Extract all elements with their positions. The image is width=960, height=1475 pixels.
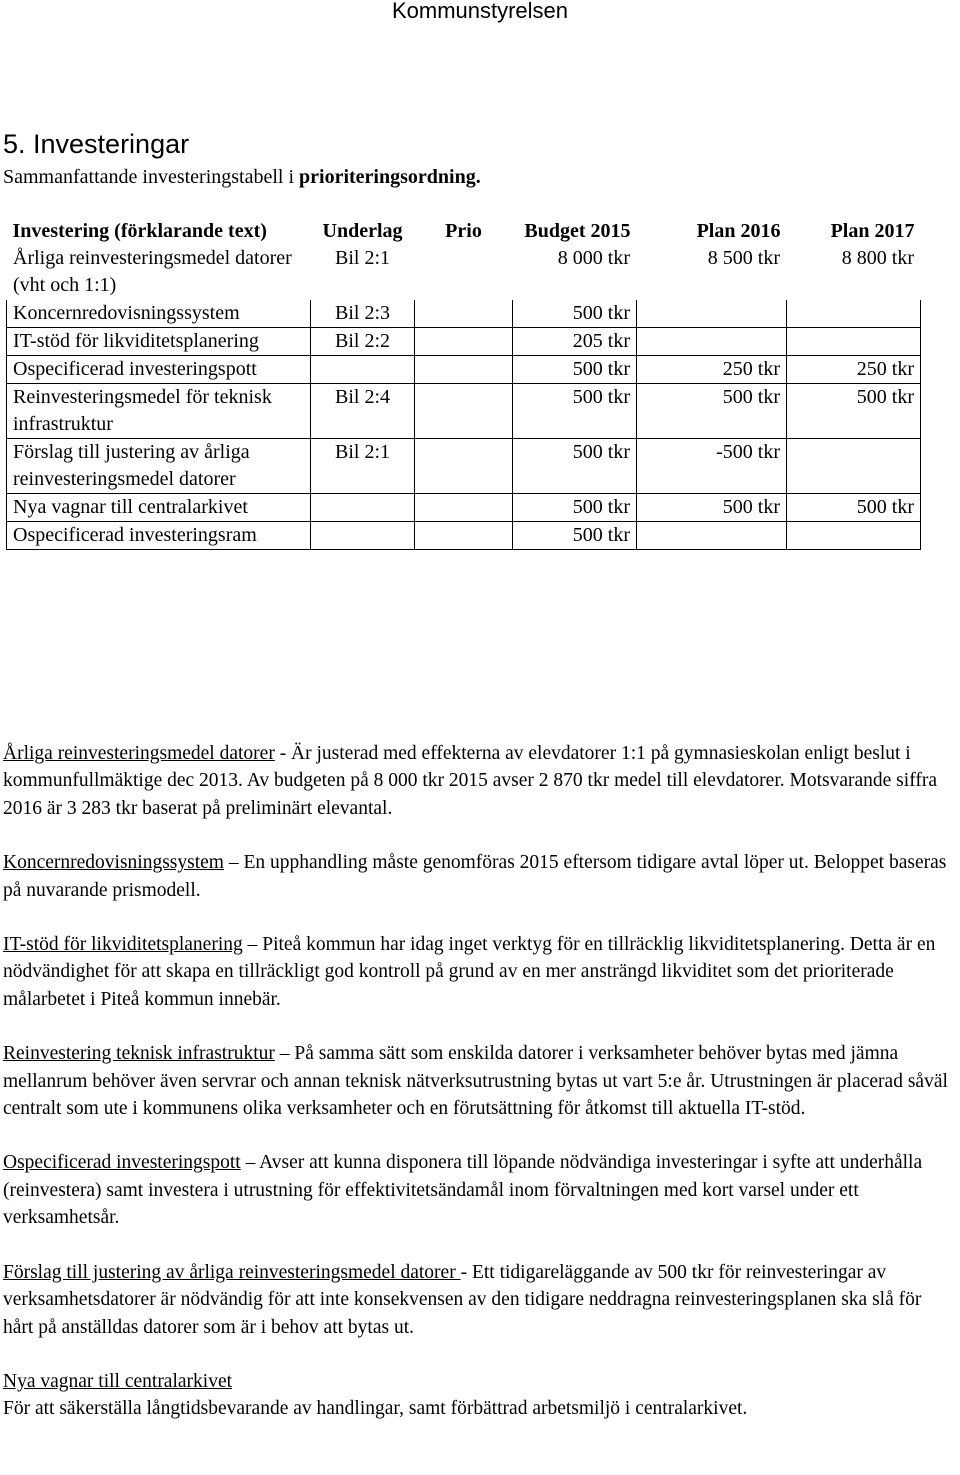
table-row	[7, 384, 921, 439]
table-row	[7, 245, 921, 300]
note-paragraph	[3, 931, 953, 1013]
note-text: – På samma sätt som enskilda datorer i verksamheter behöver bytas med jämna mellanrum behöver även servrar och annan teknisk nätverksutrustning bytas ut vart 5:e år. Utrustningen är placerad såväl centralt som ute i kommunens olika verksamheter och en förutsättning för åtkomst till aktuella IT-stöd.	[3, 1043, 948, 1120]
cell-plan-2017	[787, 328, 921, 356]
cell-plan-2016	[637, 522, 787, 550]
cell-plan-2016: 500 tkr	[637, 384, 787, 439]
header-budget-2015: Budget 2015	[524, 220, 631, 242]
note-paragraph	[3, 849, 953, 904]
caption-text: Sammanfattande investeringstabell i	[3, 166, 300, 188]
cell-plan-2016: 8 500 tkr	[707, 247, 780, 269]
note-heading: Reinvestering teknisk infrastruktur	[3, 1043, 275, 1065]
cell-budget-2015: 205 tkr	[513, 328, 637, 356]
investment-table	[6, 218, 921, 550]
cell-investering: Ospecificerad investeringsram	[7, 522, 311, 550]
note-paragraph	[3, 740, 953, 822]
cell-plan-2017: 8 800 tkr	[841, 247, 914, 269]
note-heading: IT-stöd för likviditetsplanering	[3, 934, 243, 956]
table-row	[7, 522, 921, 550]
table-header-row	[7, 218, 921, 245]
cell-plan-2017	[787, 439, 921, 494]
cell-plan-2017: 500 tkr	[787, 494, 921, 522]
cell-underlag: Bil 2:2	[311, 328, 415, 356]
note-text: För att säkerställa långtidsbevarande av handlingar, samt förbättrad arbetsmiljö i centralarkivet.	[3, 1398, 748, 1420]
table-row	[7, 494, 921, 522]
note-heading: Årliga reinvesteringsmedel datorer	[3, 743, 275, 764]
note-text: - Ett tidigareläggande av 500 tkr för reinvesteringar av verksamhetsdatorer är nödvändig för att inte konsekvensen av den tidigare neddragna reinvesteringsplanen ska slå för hårt på anställdas datorer som är i behov att bytas ut.	[3, 1261, 922, 1338]
cell-investering: Koncernredovisningssystem	[7, 300, 311, 328]
cell-prio	[415, 328, 513, 356]
note-paragraph	[3, 1368, 953, 1423]
cell-budget-2015: 500 tkr	[513, 522, 637, 550]
cell-plan-2016: 500 tkr	[637, 494, 787, 522]
cell-budget-2015: 8 000 tkr	[557, 247, 630, 269]
note-heading: Koncernredovisningssystem	[3, 852, 224, 874]
header-plan-2016: Plan 2016	[696, 220, 781, 242]
table-row	[7, 328, 921, 356]
cell-prio	[415, 522, 513, 550]
section-title: 5. Investeringar	[3, 129, 190, 159]
cell-plan-2017	[787, 300, 921, 328]
cell-plan-2017	[787, 522, 921, 550]
cell-plan-2017: 500 tkr	[787, 384, 921, 439]
note-heading: Ospecificerad investeringspott	[3, 1152, 241, 1174]
cell-prio	[415, 494, 513, 522]
cell-investering: Ospecificerad investeringspott	[7, 356, 311, 384]
cell-investering: Förslag till justering av årliga reinvesteringsmedel datorer	[7, 439, 311, 494]
cell-underlag: Bil 2:1	[334, 247, 390, 269]
note-text: – Piteå kommun har idag inget verktyg för en tillräcklig likviditetsplanering. Detta är en nödvändighet för att skapa en tillräckligt god kontroll på grund av en mer ansträngd likviditet som det prioriterade målarbetet i Piteå kommun innebär.	[3, 934, 936, 1010]
cell-prio	[415, 356, 513, 384]
note-heading: Förslag till justering av årliga reinvesteringsmedel datorer	[3, 1261, 461, 1283]
caption-bold: prioriteringsordning.	[299, 166, 481, 188]
note-heading: Nya vagnar till centralarkivet	[3, 1370, 233, 1392]
note-text: - Är justerad med effekterna av elevdatorer 1:1 på gymnasieskolan enligt beslut i kommunfullmäktige dec 2013. Av budgeten på 8 000 tkr 2015 avser 2 870 tkr medel till elevdatorer. Motsvarande siffra 2016 är 3 283 tkr baserat på preliminärt elevantal.	[3, 743, 937, 819]
header-prio: Prio	[445, 220, 482, 242]
note-paragraph	[3, 1259, 953, 1341]
cell-investering: Årliga reinvesteringsmedel datorer (vht och 1:1)	[13, 247, 292, 296]
cell-plan-2016	[637, 300, 787, 328]
cell-underlag	[311, 494, 415, 522]
note-text: – Avser att kunna disponera till löpande nödvändiga investeringar i syfte att underhålla (reinvestera) samt investera i utrustning för effektivitetsändamål inom förvaltningen med kort varsel under ett verksamhetsår.	[3, 1152, 923, 1229]
cell-budget-2015: 500 tkr	[513, 494, 637, 522]
cell-underlag	[311, 356, 415, 384]
cell-investering: Reinvesteringsmedel för teknisk infrastruktur	[7, 384, 311, 439]
header-investering: Investering (förklarande text)	[12, 220, 267, 242]
cell-plan-2017: 250 tkr	[787, 356, 921, 384]
cell-budget-2015: 500 tkr	[513, 384, 637, 439]
cell-budget-2015: 500 tkr	[513, 356, 637, 384]
note-paragraph	[3, 1040, 953, 1122]
table-row	[7, 439, 921, 494]
cell-underlag: Bil 2:3	[311, 300, 415, 328]
cell-underlag	[311, 522, 415, 550]
cell-prio	[415, 384, 513, 439]
cell-plan-2016	[637, 328, 787, 356]
header-underlag: Underlag	[322, 220, 403, 242]
cell-budget-2015: 500 tkr	[513, 300, 637, 328]
page-header: Kommunstyrelsen	[391, 0, 569, 23]
cell-investering: IT-stöd för likviditetsplanering	[7, 328, 311, 356]
cell-budget-2015: 500 tkr	[513, 439, 637, 494]
cell-prio	[415, 439, 513, 494]
header-plan-2017: Plan 2017	[830, 220, 915, 242]
cell-investering: Nya vagnar till centralarkivet	[7, 494, 311, 522]
table-row	[7, 356, 921, 384]
note-text: – En upphandling måste genomföras 2015 eftersom tidigare avtal löper ut. Beloppet baseras på nuvarande prismodell.	[3, 852, 947, 901]
cell-plan-2016: 250 tkr	[637, 356, 787, 384]
cell-underlag: Bil 2:4	[311, 384, 415, 439]
note-paragraph	[3, 1149, 953, 1231]
cell-plan-2016: -500 tkr	[637, 439, 787, 494]
cell-prio	[415, 300, 513, 328]
notes-section	[3, 740, 953, 1450]
table-caption	[3, 166, 481, 189]
table-row	[7, 300, 921, 328]
cell-underlag: Bil 2:1	[311, 439, 415, 494]
cell-prio	[415, 245, 513, 300]
